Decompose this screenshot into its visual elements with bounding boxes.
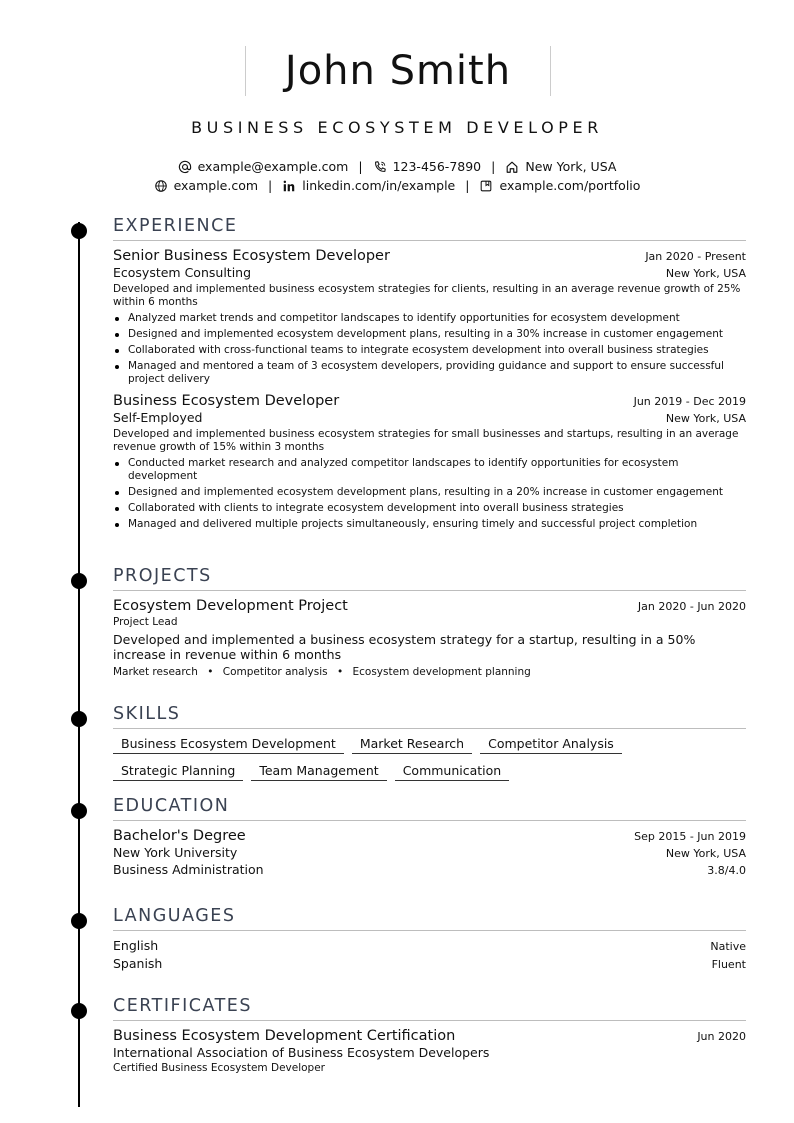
field-of-study: Business Administration (113, 862, 264, 877)
job-dates: Jan 2020 - Present (645, 250, 746, 263)
project-role: Project Lead (113, 616, 178, 628)
certificate-name: Business Ecosystem Development Certification (113, 1028, 456, 1044)
list-item: Managed and delivered multiple projects simultaneously, ensuring timely and successful project completion (113, 518, 746, 531)
name-block (245, 46, 551, 96)
at-icon (178, 160, 192, 174)
contact-separator: | (491, 159, 496, 174)
degree: Bachelor's Degree (113, 828, 246, 844)
list-item: Managed and mentored a team of 3 ecosystem developers, providing guidance and support to ensure successful project delivery (113, 360, 746, 385)
list-item: Analyzed market trends and competitor landscapes to identify opportunities for ecosystem development (113, 312, 746, 325)
linkedin-text: linkedin.com/in/example (302, 178, 456, 193)
job-bullets (113, 312, 746, 385)
skill-chip: Communication (395, 762, 510, 781)
education-dates: Sep 2015 - Jun 2019 (634, 830, 746, 843)
job-entry (113, 393, 746, 530)
list-item: Conducted market research and analyzed competitor landscapes to identify opportunities for ecosystem development (113, 457, 746, 482)
contact-line-1 (0, 159, 794, 174)
timeline-dot (71, 803, 87, 819)
list-item: Designed and implemented ecosystem development plans, resulting in a 30% increase in customer engagement (113, 328, 746, 341)
skill-chip: Strategic Planning (113, 762, 243, 781)
timeline-line (78, 222, 80, 1107)
section-title: EXPERIENCE (113, 216, 746, 241)
skills-list (113, 735, 746, 781)
list-item: Collaborated with cross-functional teams to integrate ecosystem development into overall business strategies (113, 344, 746, 357)
website-contact[interactable] (154, 178, 258, 193)
gpa: 3.8/4.0 (707, 864, 746, 877)
skill-chip: Team Management (251, 762, 386, 781)
project-tag: Market research (113, 665, 198, 678)
experience-section (113, 216, 746, 534)
email-text: example@example.com (197, 159, 349, 174)
project-tag: Ecosystem development planning (352, 665, 531, 678)
timeline-dot (71, 711, 87, 727)
skills-section (113, 704, 746, 781)
skill-chip: Market Research (352, 735, 472, 754)
job-entry (113, 248, 746, 385)
email-contact[interactable] (178, 159, 349, 174)
education-section (113, 796, 746, 877)
linkedin-icon (282, 179, 296, 193)
skill-chip: Competitor Analysis (480, 735, 622, 754)
project-description: Developed and implemented a business ecosystem strategy for a startup, resulting in a 50% increase in revenue within 6 months (113, 631, 696, 662)
globe-icon (154, 179, 168, 193)
phone-text: 123-456-7890 (392, 159, 482, 174)
job-dates: Jun 2019 - Dec 2019 (633, 395, 746, 408)
project-tag: Competitor analysis (222, 665, 328, 678)
location-contact (505, 159, 616, 174)
home-icon (505, 160, 519, 174)
certificate-date: Jun 2020 (697, 1030, 746, 1043)
languages-section (113, 906, 746, 971)
certificate-credential: Certified Business Ecosystem Developer (113, 1062, 325, 1074)
project-entry (113, 598, 746, 678)
candidate-name: John Smith (284, 48, 512, 94)
skill-chip: Business Ecosystem Development (113, 735, 344, 754)
company-name: Ecosystem Consulting (113, 265, 252, 280)
job-role: Business Ecosystem Developer (113, 393, 340, 409)
certificates-section (113, 996, 746, 1075)
linkedin-contact[interactable] (282, 178, 455, 193)
language-level: Fluent (711, 958, 746, 971)
section-title: PROJECTS (113, 566, 746, 591)
education-entry (113, 828, 746, 877)
timeline-dot (71, 573, 87, 589)
projects-section (113, 566, 746, 678)
contact-line-2 (0, 178, 794, 193)
portfolio-contact[interactable] (479, 178, 640, 193)
contact-separator: | (268, 178, 273, 193)
phone-contact[interactable] (373, 159, 482, 174)
job-title: BUSINESS ECOSYSTEM DEVELOPER (191, 118, 603, 137)
tag-separator: • (336, 665, 344, 678)
section-title: CERTIFICATES (113, 996, 746, 1021)
job-role: Senior Business Ecosystem Developer (113, 248, 390, 264)
language-level: Native (710, 940, 746, 953)
phone-icon (373, 160, 387, 174)
job-summary: Developed and implemented business ecosystem strategies for clients, resulting in an average revenue growth of 25% within 6 months (113, 283, 741, 308)
language-name: English (113, 938, 159, 953)
certificate-entry (113, 1028, 746, 1075)
portfolio-text: example.com/portfolio (499, 178, 641, 193)
list-item: Designed and implemented ecosystem development plans, resulting in a 20% increase in customer engagement (113, 486, 746, 499)
timeline-dot (71, 223, 87, 239)
website-text: example.com (173, 178, 259, 193)
job-bullets (113, 457, 746, 530)
section-title: SKILLS (113, 704, 746, 729)
section-title: EDUCATION (113, 796, 746, 821)
school-name: New York University (113, 845, 238, 860)
languages-list (113, 938, 746, 971)
contact-separator: | (465, 178, 470, 193)
location-text: New York, USA (525, 159, 617, 174)
tag-separator: • (207, 665, 214, 678)
portfolio-icon (479, 179, 493, 193)
list-item: Collaborated with clients to integrate ecosystem development into overall business strategies (113, 502, 746, 515)
company-name: Self-Employed (113, 410, 203, 425)
job-location: New York, USA (665, 412, 746, 425)
project-dates: Jan 2020 - Jun 2020 (637, 600, 746, 613)
project-name: Ecosystem Development Project (113, 598, 348, 614)
contact-separator: | (358, 159, 363, 174)
timeline-dot (71, 913, 87, 929)
timeline-dot (71, 1003, 87, 1019)
school-location: New York, USA (665, 847, 746, 860)
project-tags (113, 666, 746, 679)
job-location: New York, USA (665, 267, 746, 280)
section-title: LANGUAGES (113, 906, 746, 931)
language-name: Spanish (113, 956, 163, 971)
certificate-issuer: International Association of Business Ecosystem Developers (113, 1045, 490, 1060)
job-summary: Developed and implemented business ecosystem strategies for small businesses and startups, resulting in an average revenue growth of 15% within 3 months (113, 428, 739, 453)
